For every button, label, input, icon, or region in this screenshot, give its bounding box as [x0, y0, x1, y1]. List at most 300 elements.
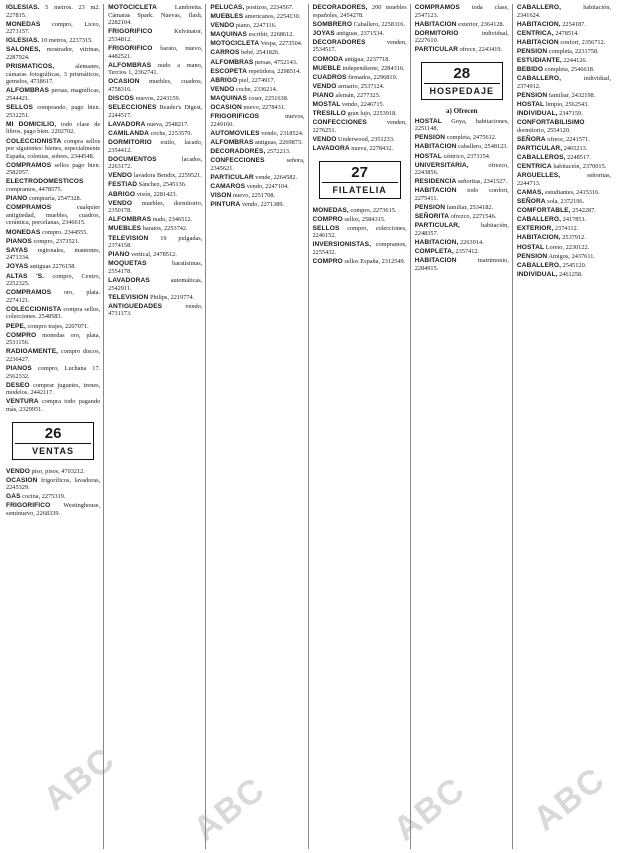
ad-text: 2542287. — [572, 207, 596, 215]
ad-text: completa, 2546618. — [544, 66, 595, 74]
ad-text: ofrezco, 2243856. — [414, 161, 509, 177]
section-header-hospedaje — [421, 62, 503, 100]
classified-ad — [6, 229, 100, 237]
ad-text: barato, nuevo, 4482521. — [108, 44, 203, 60]
ad-keyword: COMPRAMOS — [6, 204, 52, 212]
classified-ad — [210, 157, 304, 172]
ad-keyword: CAMAROS — [210, 182, 246, 190]
ad-text: postizos, 2234567. — [246, 4, 294, 11]
ad-text: 2572213. — [266, 148, 291, 155]
classified-ad — [210, 4, 304, 12]
ad-text: 5 metros. 23 m2. 227815. — [6, 4, 101, 19]
classified-ad — [517, 39, 611, 47]
ad-text: señoritas, 2341527. — [457, 178, 508, 186]
ad-keyword: VENDO — [312, 135, 337, 143]
ad-keyword: ARGUELLES, — [516, 172, 561, 180]
classified-ad — [6, 104, 100, 119]
classified-ad — [415, 4, 509, 19]
ad-text: matrimonio, 2284915. — [414, 257, 509, 272]
ad-keyword: FRIGORIFICO — [108, 44, 153, 52]
classified-ad — [6, 121, 100, 136]
ad-keyword: CAMILANDA — [108, 129, 149, 137]
ad-text: exterior, 2364128. — [458, 20, 505, 28]
ad-text: todo clase de libros, pago bien. 2202702. — [6, 120, 101, 136]
ad-keyword: VENDO — [210, 22, 235, 30]
ad-text: dormitorio, 2554120. — [516, 126, 571, 134]
ad-text: americanos, 2254130. — [244, 13, 301, 21]
classified-ad — [313, 241, 407, 256]
ad-keyword: CABALLERO, — [516, 261, 562, 269]
ad-text: 10 metros, 2237315. — [41, 37, 93, 45]
ad-text: antiguas, 2269873. — [254, 138, 303, 146]
ad-text: señoritas, 2244713. — [516, 172, 612, 187]
ad-text: vendo, 2271389. — [241, 201, 285, 209]
ad-text: Caballero, 2258316. — [353, 20, 405, 28]
ad-text: vende, 2264582. — [255, 173, 298, 181]
ad-text: limpio, 2562543. — [545, 101, 589, 109]
ad-text: baratos, 2253742. — [142, 225, 188, 233]
classified-ad — [210, 104, 304, 112]
classified-ad — [517, 4, 611, 19]
classified-ad — [108, 156, 202, 171]
ad-text: bebé, 2541826. — [241, 49, 280, 57]
watermark-abc: ABC — [526, 759, 613, 839]
ad-text: sola, 2372196. — [547, 198, 585, 206]
ad-keyword: COMPRO — [312, 258, 343, 266]
ad-text: estilo, lacado, 2354412. — [108, 139, 203, 154]
ad-text: vendo, 2318524. — [261, 129, 304, 137]
classified-ad — [108, 303, 202, 318]
ad-text: completa, 2231758. — [548, 47, 599, 55]
ad-keyword: MAQUINAS — [210, 94, 248, 102]
ad-keyword: SEÑORA — [516, 135, 546, 143]
ad-keyword: PELUCAS, — [210, 4, 245, 11]
ad-keyword: CONFECCIONES — [210, 157, 265, 165]
classified-ad — [517, 253, 611, 261]
classified-ad — [313, 119, 407, 134]
classified-ad — [210, 201, 304, 209]
classified-ad — [517, 216, 611, 224]
classified-ad — [6, 87, 100, 102]
ad-text: frigoríficos, lavadoras, 2245329. — [6, 476, 101, 492]
ad-keyword: PIANO — [108, 251, 130, 259]
ad-text: individual, 2227610. — [414, 29, 509, 45]
ad-text: armario, 2537124. — [338, 82, 385, 90]
classified-ad — [6, 178, 100, 193]
ad-text: compro trajes, 2207071. — [27, 322, 89, 330]
ad-keyword: PIANOS — [6, 237, 32, 245]
ad-keyword: HABITACION, — [414, 238, 459, 246]
ad-text: compro, 2373521. — [33, 237, 80, 245]
ad-text: nuevo, 2278431. — [243, 104, 286, 112]
ad-text: nudo a mano, Tercios 1, 2362741. — [108, 61, 203, 77]
classified-ad — [6, 162, 100, 177]
classified-ad — [415, 239, 509, 247]
ad-keyword: MONEDAS — [6, 228, 41, 236]
ad-keyword: COMPRO — [312, 215, 343, 223]
ad-keyword: OCASION — [6, 476, 38, 484]
classified-ad — [415, 222, 509, 237]
ad-text: alemán, 2277325. — [335, 91, 381, 99]
classified-ad — [6, 306, 100, 321]
ad-keyword: MUEBLES — [108, 225, 142, 233]
ad-text: sellos pago bien. 2582957. — [6, 161, 101, 177]
classified-ad — [6, 332, 100, 347]
ad-keyword: MUEBLES — [210, 13, 244, 21]
classified-ad — [517, 234, 611, 242]
ad-keyword: HABITACION, — [516, 234, 561, 242]
ad-keyword: ABRIGO — [108, 190, 136, 198]
classified-ad — [517, 244, 611, 252]
classified-ad — [517, 271, 611, 279]
ad-keyword: MONEDAS — [6, 20, 41, 28]
ad-keyword: VISON — [210, 191, 232, 199]
classified-ad — [210, 22, 304, 30]
ad-keyword: PIANO — [6, 195, 28, 203]
ad-text: Reader's Digest, 2244517. — [108, 104, 203, 119]
ad-keyword: DESEO — [6, 381, 30, 389]
classified-ad — [517, 92, 611, 100]
ad-text: comprando, pago bien. 2532251. — [6, 104, 101, 119]
classified-ad — [108, 28, 202, 43]
ad-keyword: COMFORTABLE, — [516, 207, 571, 215]
ad-keyword: PINTURA — [210, 201, 241, 209]
ad-keyword: ALTAS 'S. — [6, 272, 45, 280]
ad-keyword: ANTIGUEDADES — [108, 302, 163, 310]
ad-keyword: DISCOS — [108, 95, 135, 103]
ad-text: familiar, 2432198. — [548, 91, 596, 99]
ad-text: Lambretta. Cámaras Spark. Nuevas, flash, 2282104. — [108, 4, 203, 27]
classified-ad — [415, 143, 509, 151]
ad-text: 2374112. — [554, 225, 579, 233]
ad-keyword: RESIDENCIA — [414, 178, 457, 186]
ad-keyword: TELEVISION — [108, 293, 149, 301]
ad-keyword: PIANOS — [6, 365, 32, 373]
ad-text: coser, 2251638. — [248, 94, 289, 102]
section-header-ventas — [12, 422, 94, 460]
ad-text: antiguas, 2371534. — [336, 29, 385, 37]
section-title: VENTAS — [15, 443, 91, 456]
ad-text: compra todo pagando más, 2329951. — [6, 398, 101, 413]
ad-keyword: PARTICULAR, — [516, 145, 563, 152]
ad-keyword: CABALLERO, — [516, 4, 562, 11]
classified-ad — [6, 365, 100, 380]
ad-keyword: MOQUETAS — [108, 260, 147, 268]
ad-keyword: INVERSIONISTAS, — [312, 241, 372, 249]
classified-ad — [517, 207, 611, 215]
ad-text: monedas oro, plata, 2531156. — [6, 331, 101, 347]
ad-text: persas, 4752143. — [254, 58, 298, 66]
classified-ad — [6, 502, 100, 517]
ad-keyword: IGLESIAS. — [6, 37, 40, 45]
classified-ad — [108, 191, 202, 199]
ad-text: Philips, 2219774. — [149, 293, 195, 301]
ad-keyword: EXTERIOR, — [516, 225, 554, 233]
ad-keyword: BEBIDO — [516, 66, 544, 74]
classified-ad — [517, 225, 611, 233]
ad-text: sellos España, 2312549. — [344, 258, 406, 266]
classified-ad — [108, 45, 202, 60]
classified-ad — [6, 382, 100, 397]
ad-keyword: AUTOMOVILES — [210, 129, 260, 137]
ad-text: compra sellos por siguientes: bienes, especialmente España, colonias, sobres, 2344548. — [6, 137, 101, 160]
ad-keyword: CABALLEROS, — [516, 154, 566, 162]
ad-keyword: DORMITORIO — [414, 29, 459, 37]
ad-text: nuevos, 2249160. — [210, 113, 305, 128]
ad-keyword: HOSTAL — [516, 101, 545, 109]
classified-ad — [108, 181, 202, 189]
ad-text: compraría, 2547328. — [28, 195, 82, 203]
ad-text: piano, 2247116. — [235, 22, 277, 30]
ad-text: 2347159. — [559, 110, 583, 118]
classified-ad — [415, 187, 509, 202]
classified-ad — [313, 4, 407, 19]
ad-text: caballero, 2548123. — [458, 143, 509, 151]
classified-ad — [313, 56, 407, 64]
ad-keyword: CUADROS — [312, 73, 347, 81]
ad-keyword: SOMBRERO — [312, 20, 353, 28]
classified-ad — [415, 21, 509, 29]
ad-keyword: CARROS — [210, 49, 240, 57]
classified-ad — [415, 204, 509, 212]
ad-keyword: COMPRAMOS — [6, 289, 52, 297]
ad-keyword: VENTURA — [6, 398, 39, 406]
classified-ad — [6, 398, 100, 413]
classified-ad — [415, 153, 509, 161]
ad-text: lavadora Bendix, 2259521. — [133, 172, 202, 180]
ad-keyword: SAYAS — [6, 246, 29, 254]
ad-text: estudiantes, 2415316. — [545, 188, 600, 196]
ad-keyword: LAVADORAS — [108, 277, 150, 284]
classified-ad — [210, 139, 304, 147]
ad-text: alemanes, cámaras fotográficas, 3 prismáticos, gemelos, 4738617. — [6, 63, 101, 86]
column-3 — [210, 4, 308, 849]
ad-keyword: SEÑORITA — [414, 213, 450, 221]
classified-ad — [108, 130, 202, 138]
section-number: 28 — [453, 65, 471, 83]
ad-keyword: ALFOMBRAS — [108, 61, 152, 69]
ad-keyword: JOYAS — [312, 29, 335, 37]
ad-text: antiguas 2276158. — [29, 263, 77, 271]
ad-text: firmados, 2296810. — [348, 73, 398, 81]
classified-ad — [6, 348, 100, 363]
ad-text: compro. 2344555. — [41, 228, 88, 236]
ad-keyword: ALFOMBRAS — [6, 87, 50, 95]
watermark-abc: ABC — [186, 769, 273, 849]
ad-keyword: HABITACION — [516, 38, 559, 46]
column-1 — [6, 4, 104, 849]
ad-text: señora, 2345621. — [210, 157, 305, 172]
ad-keyword: FRIGORIFICO — [6, 502, 51, 510]
ad-keyword: COLECCIONISTA — [6, 305, 62, 313]
ad-keyword: ESTUDIANTE, — [516, 57, 562, 65]
classified-ad — [108, 4, 202, 27]
ad-text: persas, magníficas, 2544421. — [6, 87, 101, 103]
classified-ad — [108, 121, 202, 129]
ad-keyword: INDIVIDUAL, — [516, 110, 558, 118]
ad-keyword: HOSTAL — [414, 152, 442, 160]
classified-ad — [313, 92, 407, 100]
classified-ad — [313, 30, 407, 38]
classified-ad — [313, 39, 407, 54]
ad-text: ofrece, 2241571. — [547, 135, 590, 143]
ad-text: repetidora, 2298514. — [248, 67, 301, 75]
classified-ad — [210, 148, 304, 156]
classified-ad — [108, 200, 202, 215]
classified-ad — [517, 21, 611, 29]
ad-keyword: VENDO — [6, 467, 30, 475]
ad-text: vendo, 2246715. — [342, 101, 385, 109]
ad-text: Amigos, 2437611. — [548, 252, 595, 260]
ad-keyword: VENDO — [108, 172, 133, 180]
ad-text: nuevos, 2243159. — [135, 95, 181, 103]
section-number: 26 — [44, 424, 62, 442]
ad-text: mostrador, vitrinas, 2287924. — [6, 46, 101, 62]
ad-keyword: OCASION — [108, 78, 140, 86]
ad-keyword: PRISMATICOS, — [6, 63, 55, 71]
ad-text: 200 muebles españoles, 2454278. — [312, 4, 407, 19]
ad-keyword: VENDO — [210, 85, 235, 93]
ad-keyword: COMPRO — [6, 331, 37, 339]
ad-keyword: ABRIGO — [210, 76, 238, 84]
ad-keyword: CENTRICA, — [516, 29, 554, 37]
ad-text: 2263914. — [460, 238, 484, 246]
ad-text: vendo, 4731173. — [108, 302, 203, 318]
ad-keyword: MUEBLE — [312, 64, 341, 72]
ad-text: coche, 2253579. — [150, 129, 193, 137]
ad-text: 2254187. — [562, 20, 586, 28]
ad-keyword: DECORADORES — [312, 38, 366, 46]
watermark-abc: ABC — [386, 769, 473, 849]
ad-text: Goya, habitaciones, 2251148. — [414, 117, 509, 133]
ad-text: automáticas, 2542911. — [108, 277, 203, 292]
classified-ad — [313, 21, 407, 29]
classified-ad — [6, 138, 100, 161]
ad-text: sellos, 2584315. — [344, 215, 386, 223]
column-5 — [415, 4, 513, 849]
ad-text: Vespa, 2273504. — [260, 40, 303, 48]
subsection-title: a) Ofrecen — [445, 107, 478, 116]
classified-ad — [415, 248, 509, 256]
classified-ad — [415, 118, 509, 133]
ad-keyword: PARTICULAR, — [414, 222, 460, 230]
classified-ad — [415, 30, 509, 45]
ad-keyword: SEÑORA — [516, 198, 546, 206]
classified-ad — [517, 75, 611, 90]
ad-keyword: PENSION — [516, 47, 548, 55]
ad-keyword: INDIVIDUAL, — [516, 270, 558, 278]
classified-ad — [210, 174, 304, 182]
classified-ad — [313, 101, 407, 109]
ad-keyword: COMPRAMOS — [414, 4, 460, 11]
ad-text: escribir, 2268612. — [248, 31, 295, 39]
ad-text: antigua, 2237718. — [344, 55, 391, 63]
ad-text: 2478514. — [555, 29, 579, 37]
ad-text: Sánchez, 2545136. — [138, 181, 187, 189]
ad-keyword: DECORADORES, — [210, 148, 266, 155]
ad-keyword: JOYAS — [6, 263, 29, 271]
classified-ad — [313, 145, 407, 153]
ad-text: cocina, 2275319. — [22, 493, 66, 501]
ad-text: familiar, 2534182. — [446, 204, 494, 212]
ad-keyword: CAMAS, — [516, 188, 544, 196]
ad-keyword: COMPRAMOS — [6, 161, 52, 169]
classified-ad — [210, 13, 304, 21]
classified-ad — [210, 113, 304, 128]
ad-text: venden, 2534517. — [312, 38, 407, 54]
ad-text: venden, 2276251. — [312, 119, 407, 134]
ad-text: individual, 2374912. — [516, 75, 612, 90]
classified-ad — [108, 104, 202, 119]
ad-text: compro, Luchana 17. 2562332. — [6, 365, 101, 380]
ad-keyword: IGLESIAS. — [6, 4, 40, 11]
classified-ad — [6, 323, 100, 331]
classified-ad — [517, 119, 611, 134]
ad-keyword: MAQUINAS — [210, 31, 248, 39]
section-title: FILATELIA — [322, 182, 398, 195]
classified-ad — [6, 273, 100, 288]
classified-ad — [108, 95, 202, 103]
ad-keyword: COMODA — [312, 55, 344, 63]
classified-ad — [517, 172, 611, 187]
ad-keyword: MONEDAS, — [312, 206, 349, 214]
ad-text: comprar juguetes, trenes, modelos. 2442117. — [6, 381, 101, 397]
classified-page — [6, 4, 614, 849]
ad-keyword: PENSION — [516, 252, 548, 260]
ad-text: 2417851. — [562, 216, 587, 224]
classified-ad — [108, 235, 202, 250]
ad-keyword: DORMITORIO — [108, 139, 152, 146]
ad-text: compro discos, 2236427. — [6, 348, 101, 363]
ad-text: Westinghouse, seminuevo, 2268339. — [6, 502, 101, 518]
classified-ad — [210, 68, 304, 76]
ad-keyword: HABITACION, — [516, 20, 561, 28]
classified-ad — [517, 101, 611, 109]
column-6 — [517, 4, 614, 849]
ad-keyword: MI DOMICILIO, — [6, 120, 57, 128]
column-4 — [313, 4, 411, 849]
ad-keyword: VENDO — [108, 199, 133, 207]
ad-keyword: SELLOS — [312, 224, 340, 232]
classified-ad — [517, 154, 611, 162]
ad-text: nueva, 2548217. — [146, 120, 189, 128]
classified-ad — [210, 77, 304, 85]
classified-ad — [210, 40, 304, 48]
ad-text: piso, pisos, 4703212. — [31, 467, 85, 475]
classified-ad — [108, 172, 202, 180]
ad-keyword: MOTOCICLETA — [210, 40, 260, 48]
ad-keyword: DOCUMENTOS — [108, 155, 157, 163]
classified-ad — [313, 258, 407, 266]
classified-ad — [517, 57, 611, 65]
ad-text: compro, Centro, 2252325. — [6, 272, 101, 288]
ad-text: cualquier antigüedad, muebles, cuadros, cerámica, porcelanas, 2346615. — [6, 204, 101, 227]
ad-keyword: UNIVERSITARIA, — [414, 161, 469, 169]
ad-keyword: FRIGORIFICO — [108, 28, 153, 36]
ad-text: nudo, 2346512. — [152, 216, 193, 224]
ad-text: piel, 2274917. — [238, 76, 276, 84]
ad-text: nuevo, 2251708. — [232, 191, 276, 199]
ad-text: regionales, mantones, 2471334. — [6, 246, 101, 262]
classified-ad — [6, 247, 100, 262]
ad-text: Loreto, 2230122. — [545, 243, 590, 251]
ad-text: compra sellos, colecciones. 2548583. — [6, 305, 101, 321]
ad-keyword: MOSTAL — [312, 101, 341, 109]
ad-keyword: MOTOCICLETA — [108, 4, 158, 11]
section-number: 27 — [351, 163, 368, 181]
classified-ad — [415, 162, 509, 177]
ad-keyword: ALFOMBRAS — [108, 216, 152, 224]
